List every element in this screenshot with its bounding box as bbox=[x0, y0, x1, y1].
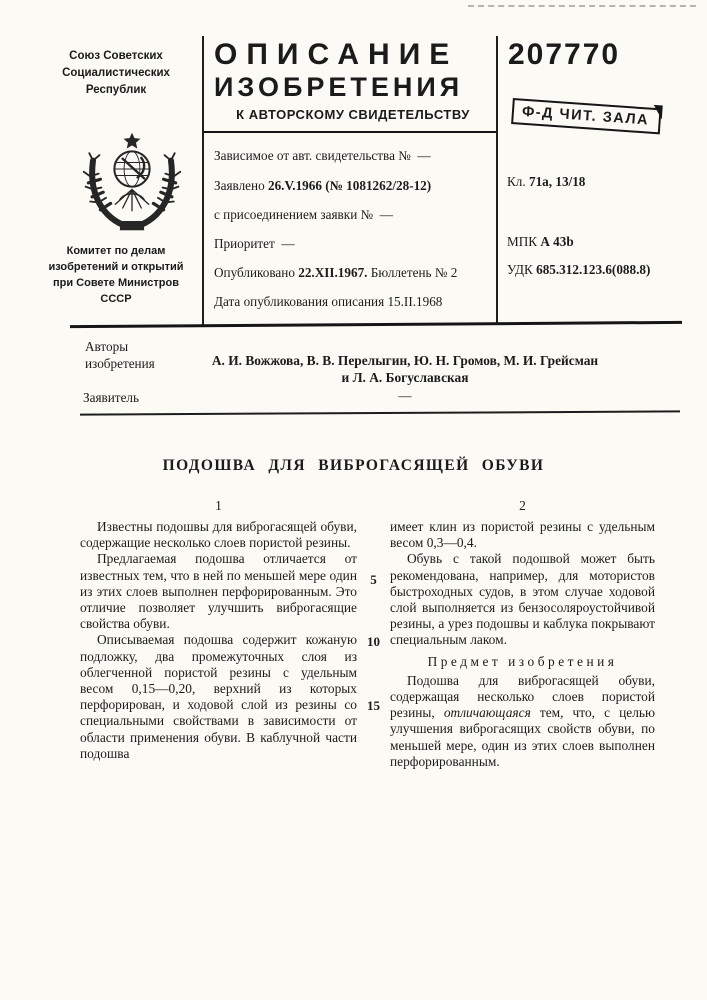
document-kind-title bbox=[204, 36, 496, 133]
title-opisanie: ОПИСАНИЕ bbox=[214, 38, 459, 71]
meta-filed: Заявлено 26.V.1966 (№ 1081262/28-12) bbox=[214, 178, 432, 193]
meta-joined: с присоединением заявки № — bbox=[214, 207, 393, 222]
title-izobreteniya: ИЗОБРЕТЕНИЯ bbox=[214, 72, 464, 102]
scan-artifact-line bbox=[468, 5, 696, 7]
invention-title: ПОДОШВА ДЛЯ ВИБРОГАСЯЩЕЙ ОБУВИ bbox=[162, 457, 545, 474]
library-stamp: Ф-Д ЧИТ. ЗАЛА bbox=[511, 98, 662, 134]
body-column-left bbox=[80, 519, 357, 762]
subject-of-invention-heading: Предмет изобретения bbox=[427, 653, 618, 669]
horizontal-rule-thick bbox=[70, 321, 682, 328]
committee-line: при Совете Министров bbox=[52, 277, 180, 289]
meta-published: Опубликовано 22.XII.1967. Бюллетень № 2 bbox=[214, 265, 458, 280]
authors-label: Авторы изобретения bbox=[85, 339, 155, 371]
paragraph: Предлагаемая подошва отличается от известных тем, что в ней по меньшей мере один из этих слоев выполнен перфорированным. Это отличие позволяет улучшить виброгасящие свойства обуви. bbox=[80, 551, 357, 632]
paragraph: имеет клин из пористой резины с удельным весом 0,3—0,4. bbox=[390, 519, 655, 551]
meta-dependent: Зависимое от авт. свидетельства № — bbox=[214, 148, 431, 163]
author-names: А. И. Вожжова, В. В. Перелыгин, Ю. Н. Громов, М. И. Грейсман и Л. А. Богуславская bbox=[211, 353, 599, 385]
meta-mpk: МПК А 43b bbox=[507, 234, 574, 249]
committee-line: изобретений и открытий bbox=[48, 261, 184, 273]
paragraph: Известны подошвы для виброгасящей обуви, содержащие несколько слоев пористой резины. bbox=[80, 519, 357, 551]
union-name bbox=[32, 48, 200, 99]
meta-publication-date: Дата опубликования описания 15.II.1968 bbox=[214, 294, 443, 309]
committee-name bbox=[30, 243, 202, 307]
claim-italic-term: отличающаяся bbox=[443, 705, 531, 721]
horizontal-rule-thin bbox=[80, 410, 680, 415]
meta-udk: УДК 685.312.123.6(088.8) bbox=[507, 262, 651, 277]
line-number-15: 15 bbox=[367, 698, 380, 713]
meta-priority: Приоритет — bbox=[214, 236, 295, 251]
masthead-center bbox=[204, 36, 496, 309]
paragraph: Описываемая подошва содержит кожаную подложку, два промежуточных слоя из облегченной пористой резины с удельным весом 0,15—0,20, верхний из которых перфорирован, и ходовой слой из резины со специальными свойствами в зависимости от области применения обуви. В каблучной части подошва bbox=[80, 632, 357, 761]
line-number-5: 5 bbox=[370, 572, 377, 587]
union-line: Союз Советских bbox=[69, 50, 163, 62]
column-number-1: 1 bbox=[215, 498, 222, 513]
column-number-2: 2 bbox=[519, 498, 526, 513]
union-line: Социалистических bbox=[62, 67, 170, 79]
title-subtitle: К АВТОРСКОМУ СВИДЕТЕЛЬСТВУ bbox=[236, 107, 470, 122]
applicant-label: Заявитель bbox=[83, 390, 140, 405]
patent-number: 207770 bbox=[508, 38, 621, 71]
claim-paragraph: Подошва для виброгасящей обуви, содержащая несколько слоев пористой резины, отличающаяся тем, что, с целью улучшения виброгасящих свойств обуви, по меньшей мере, один из этих слоев выполнен перфорированным. bbox=[390, 672, 655, 769]
meta-class: Кл. 71а, 13/18 bbox=[507, 174, 586, 189]
committee-line: СССР bbox=[100, 293, 132, 305]
paragraph: Обувь с такой подошвой может быть рекомендована, например, для мотористов быстроходных судов, в этом случае ходовой слой выполняется из бензосоляроустойчивой резины, а урез подошвы и каблука покрывают специальным лаком. bbox=[390, 551, 655, 648]
line-number-10: 10 bbox=[367, 634, 380, 649]
applicant-value: — bbox=[398, 388, 412, 403]
column-divider-right bbox=[496, 36, 498, 325]
ussr-emblem-icon bbox=[76, 130, 188, 234]
committee-line: Комитет по делам bbox=[66, 245, 166, 257]
union-line: Республик bbox=[85, 84, 147, 96]
body-column-right bbox=[390, 519, 655, 770]
